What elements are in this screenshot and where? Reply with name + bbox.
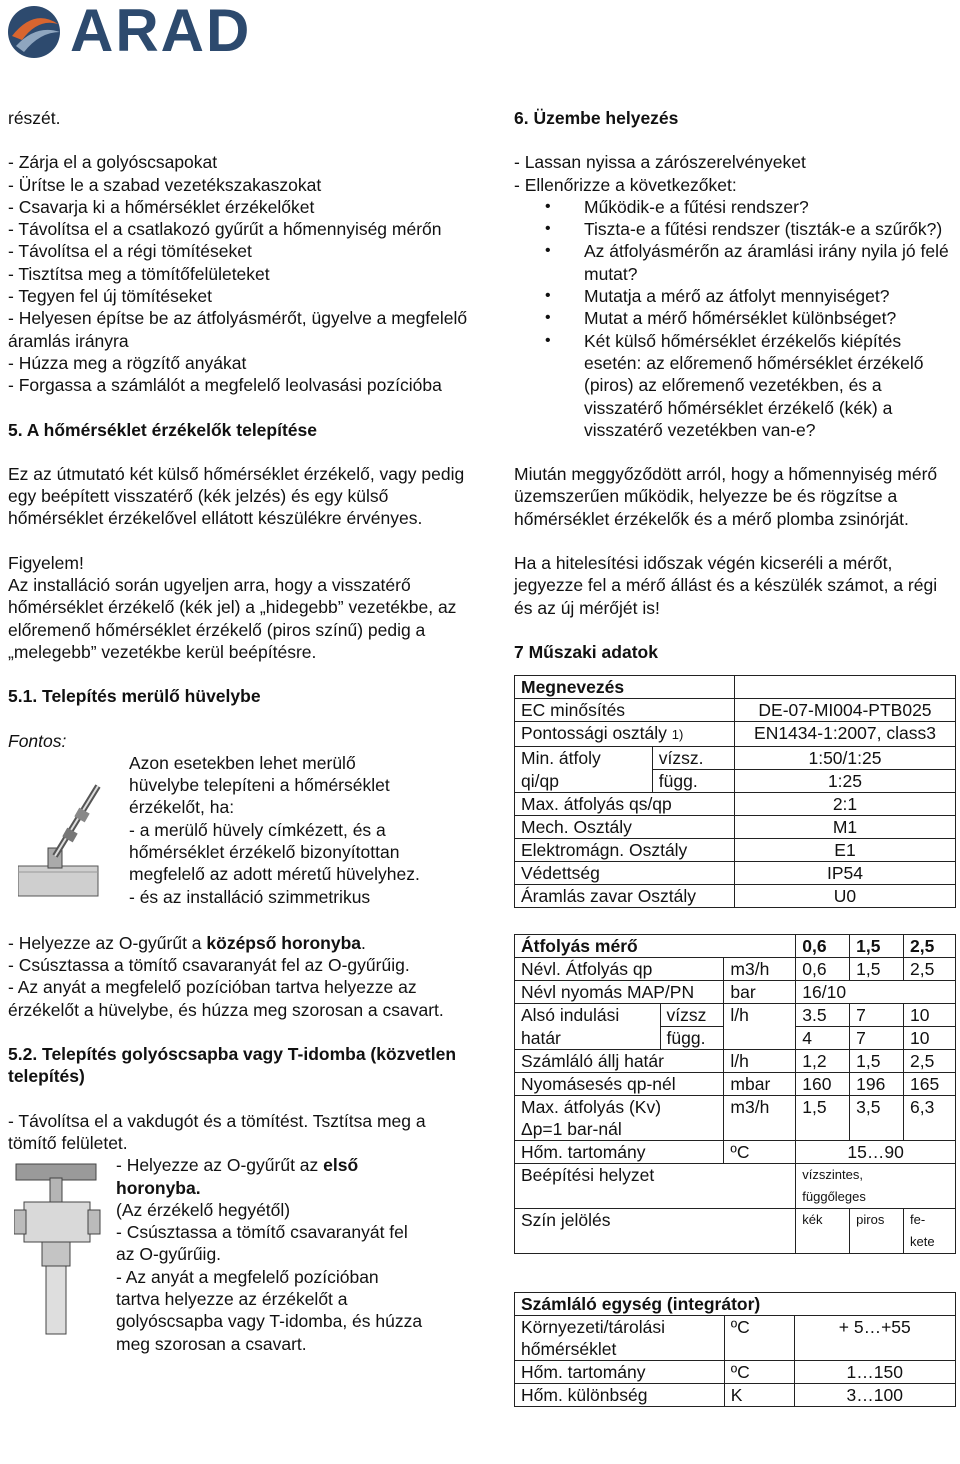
table-header: Számláló egység (integrátor) bbox=[515, 1293, 956, 1316]
s51-step-2: - Csúsztassa a tömítő csavaranyát fel az O-gyűrűig. bbox=[8, 955, 410, 976]
intro-text: részét. bbox=[8, 108, 61, 128]
cell: 1,5 bbox=[796, 1096, 850, 1119]
flowmeter-spec-table bbox=[514, 934, 956, 1254]
check-item: • Az átfolyásmérőn az áramlási irány nyila jó felé mutat? bbox=[514, 240, 960, 285]
cell: 4 bbox=[796, 1027, 850, 1050]
condition-line-4: - a merülő hüvely címkézett, és a bbox=[129, 819, 386, 840]
cell: 10 bbox=[904, 1027, 956, 1050]
cell: Pontossági osztály 1) bbox=[515, 722, 735, 747]
check-item: • Két külső hőmérséklet érzékelős kiépítés esetén: az előremenő hőmérséklet érzékelő (piros) az előremenő vezetékben, és a visszatérő hőmérséklet érzékelő (kék) a visszatérő vezetékben van-e? bbox=[514, 330, 960, 441]
step-2: - Ürítse le a szabad vezetékszakaszokat bbox=[8, 174, 322, 195]
cell: M1 bbox=[734, 816, 955, 839]
replacement-text: Ha a hitelesítési időszak végén kicseréli a mérőt, jegyezze fel a mérő állást és a készülék számot, a régi és az új mérőjét is! bbox=[514, 553, 938, 618]
cell: határ bbox=[515, 1027, 661, 1050]
condition-line-2: hüvelybe telepíteni a hőmérséklet bbox=[129, 775, 390, 796]
integrator-spec-table bbox=[514, 1292, 956, 1407]
cell: Alsó indulási bbox=[515, 1004, 661, 1027]
cell: vízszintes, függőleges bbox=[796, 1164, 956, 1209]
step-3: - Csavarja ki a hőmérséklet érzékelőket bbox=[8, 196, 315, 217]
cell: Beépítési helyzet bbox=[515, 1164, 796, 1209]
cell: 165 bbox=[904, 1073, 956, 1096]
cell: Környezeti/tárolási hőmérséklet bbox=[515, 1316, 725, 1361]
ball-valve-icon bbox=[14, 1158, 110, 1338]
cell: 10 bbox=[904, 1004, 956, 1027]
immersion-conditions bbox=[129, 752, 479, 908]
cell: Áramlás zavar Osztály bbox=[515, 885, 735, 908]
cell: piros bbox=[850, 1209, 904, 1254]
sensor-sleeve-icon bbox=[18, 782, 128, 902]
right-column bbox=[514, 107, 960, 1407]
cell: K bbox=[724, 1384, 794, 1407]
cell: 1:50/1:25 bbox=[734, 747, 955, 770]
s6-line-2: - Ellenőrizze a következőket: bbox=[514, 174, 737, 195]
cell: 3,5 bbox=[850, 1096, 904, 1119]
cell: DE-07-MI004-PTB025 bbox=[734, 699, 955, 722]
cell: Védettség bbox=[515, 862, 735, 885]
cell: ºC bbox=[724, 1141, 796, 1164]
cell: 1,2 bbox=[796, 1050, 850, 1073]
immersion-sleeve-figure bbox=[8, 752, 478, 932]
cell: m3/h bbox=[724, 1096, 796, 1119]
section-6-title: 6. Üzembe helyezés bbox=[514, 108, 679, 128]
cell: U0 bbox=[734, 885, 955, 908]
cell: Névl nyomás MAP/PN bbox=[515, 981, 724, 1004]
cell: 1,5 bbox=[850, 1050, 904, 1073]
check-item: • Tiszta-e a fűtési rendszer (tiszták-e a szűrők?) bbox=[514, 218, 960, 240]
cell: 1:25 bbox=[734, 770, 955, 793]
step-4: - Távolítsa el a csatlakozó gyűrűt a hőmennyiség mérőn bbox=[8, 219, 442, 240]
cell: 1,5 bbox=[850, 935, 904, 958]
step-6: - Tisztítsa meg a tömítőfelületeket bbox=[8, 263, 270, 284]
s52-text: - Távolítsa el a vakdugót és a tömítést. Tsztítsa meg a tömítő felületet. bbox=[8, 1110, 426, 1153]
cell: Szín jelölés bbox=[515, 1209, 796, 1254]
cell: Mech. Osztály bbox=[515, 816, 735, 839]
cell: 160 bbox=[796, 1073, 850, 1096]
step-7: - Tegyen fel új tömítéseket bbox=[8, 286, 212, 307]
condition-line-1: Azon esetekben lehet merülő bbox=[129, 752, 356, 773]
cell: Hőm. tartomány bbox=[515, 1361, 725, 1384]
cell: m3/h bbox=[724, 958, 796, 981]
bv-step-3c: golyóscsapba vagy T-idomba, és húzza bbox=[116, 1311, 423, 1332]
cell: ºC bbox=[724, 1361, 794, 1384]
cell: l/h bbox=[724, 1050, 796, 1073]
cell: qi/qp bbox=[515, 770, 653, 793]
left-column bbox=[8, 107, 478, 1354]
cell: 6,3 bbox=[904, 1096, 956, 1119]
s51-step-3: - Az anyát a megfelelő pozícióban tartva helyezze az érzékelőt a hüvelybe, és húzza meg szorosan a csavart. bbox=[8, 977, 444, 1020]
brand-logo bbox=[4, 2, 264, 62]
general-spec-table bbox=[514, 675, 956, 908]
bv-step-3: - Az anyát a megfelelő pozícióban bbox=[116, 1266, 379, 1287]
cell: mbar bbox=[724, 1073, 796, 1096]
cell: 0,6 bbox=[796, 935, 850, 958]
step-1: - Zárja el a golyóscsapokat bbox=[8, 152, 218, 173]
condition-line-6: megfelelő az adott méretű hüvelyhez. bbox=[129, 864, 420, 885]
cell: E1 bbox=[734, 839, 955, 862]
important-label: Fontos: bbox=[8, 730, 67, 751]
cell: 7 bbox=[850, 1027, 904, 1050]
bv-step-1c: (Az érzékelő hegyétől) bbox=[116, 1199, 291, 1220]
cell: 2,5 bbox=[904, 935, 956, 958]
cell: függ. bbox=[660, 1027, 724, 1050]
ball-valve-figure bbox=[8, 1154, 478, 1354]
warning-label: Figyelem! bbox=[8, 552, 84, 573]
cell: vízsz. bbox=[652, 747, 734, 770]
bv-step-2b: az O-gyűrűig. bbox=[116, 1244, 222, 1265]
step-10: - Forgassa a számlálót a megfelelő leolvasási pozícióba bbox=[8, 375, 442, 396]
table-header: Megnevezés bbox=[515, 676, 735, 699]
s6-line-1: - Lassan nyissa a zárószerelvényeket bbox=[514, 152, 806, 173]
cell: Névl. Átfolyás qp bbox=[515, 958, 724, 981]
cell: Számláló állj határ bbox=[515, 1050, 724, 1073]
cell: 0,6 bbox=[796, 958, 850, 981]
cell: 15…90 bbox=[796, 1141, 956, 1164]
cell: 2,5 bbox=[904, 958, 956, 981]
section-5-2-title: 5.2. Telepítés golyóscsapba vagy T-idomba (közvetlen telepítés) bbox=[8, 1044, 457, 1087]
cell: Max. átfolyás (Kv) bbox=[515, 1096, 724, 1119]
step-9: - Húzza meg a rögzítő anyákat bbox=[8, 352, 247, 373]
cell: 2:1 bbox=[734, 793, 955, 816]
cell: 196 bbox=[850, 1073, 904, 1096]
cell: 3.5 bbox=[796, 1004, 850, 1027]
check-list bbox=[514, 196, 960, 441]
cell: 7 bbox=[850, 1004, 904, 1027]
cell: EN1434-1:2007, class3 bbox=[734, 722, 955, 747]
cell: vízsz bbox=[660, 1004, 724, 1027]
bv-step-1b: horonyba. bbox=[116, 1177, 201, 1198]
section-5-text: Ez az útmutató két külső hőmérséklet érzékelő, vagy pedig egy beépített visszatérő (kék jelzés) és egy külső hőmérséklet érzékelővel ellátott készülékre érvényes. bbox=[8, 463, 465, 529]
cell: Min. átfoly bbox=[515, 747, 653, 770]
cell: 1,5 bbox=[850, 958, 904, 981]
cell: Elektromágn. Osztály bbox=[515, 839, 735, 862]
cell: EC minősítés bbox=[515, 699, 735, 722]
cell: 16/10 bbox=[796, 981, 956, 1004]
table-header: Átfolyás mérő bbox=[515, 935, 796, 958]
section-5-1-title: 5.1. Telepítés merülő hüvelybe bbox=[8, 686, 261, 707]
cell: bar bbox=[724, 981, 796, 1004]
warning-text: Az installáció során ugyeljen arra, hogy a visszatérő hőmérséklet érzékelő (kék jel) a „hidegebb” vezetékbe, az előremenő hőmérséklet érzékelő (piros színű) pedig a „melegebb” vezetékbe kerül beépítésre. bbox=[8, 575, 457, 662]
cell: l/h bbox=[724, 1004, 796, 1050]
cell: kék bbox=[796, 1209, 850, 1254]
bv-step-3b: tartva helyezze az érzékelőt a bbox=[116, 1288, 348, 1309]
cell: Δp=1 bar-nál bbox=[515, 1118, 724, 1141]
brand-name: ARAD bbox=[70, 0, 252, 64]
cell: ºC bbox=[724, 1316, 794, 1361]
cell: Nyomásesés qp-nél bbox=[515, 1073, 724, 1096]
check-item: • Mutat a mérő hőmérséklet különbséget? bbox=[514, 307, 960, 329]
s51-step-1: - Helyezze az O-gyűrűt a középső horonyba. bbox=[8, 932, 366, 953]
condition-line-3: érzékelőt, ha: bbox=[129, 797, 235, 818]
cell: 3…100 bbox=[794, 1384, 955, 1407]
cell: fe- kete bbox=[904, 1209, 956, 1254]
condition-line-7: - és az installáció szimmetrikus bbox=[129, 886, 371, 907]
bv-step-1: - Helyezze az O-gyűrűt az első bbox=[116, 1155, 359, 1176]
section-5-title: 5. A hőmérséklet érzékelők telepítése bbox=[8, 419, 317, 440]
arad-logo-icon bbox=[4, 2, 64, 62]
step-5: - Távolítsa el a régi tömítéseket bbox=[8, 241, 252, 262]
check-item: • Mutatja a mérő az átfolyt mennyiséget? bbox=[514, 285, 960, 307]
cell: IP54 bbox=[734, 862, 955, 885]
bv-step-3d: meg szorosan a csavart. bbox=[116, 1333, 307, 1354]
cell: Max. átfolyás qs/qp bbox=[515, 793, 735, 816]
cell: Hőm. különbség bbox=[515, 1384, 725, 1407]
condition-line-5: hőmérséklet érzékelő bizonyítottan bbox=[129, 842, 400, 863]
cell: függ. bbox=[652, 770, 734, 793]
check-item: • Működik-e a fűtési rendszer? bbox=[514, 196, 960, 218]
step-8: - Helyesen építse be az átfolyásmérőt, ügyelve a megfelelő áramlás irányra bbox=[8, 308, 468, 351]
cell: 1…150 bbox=[794, 1361, 955, 1384]
section-7-title: 7 Műszaki adatok bbox=[514, 641, 658, 662]
ball-valve-steps bbox=[116, 1154, 478, 1355]
cell: + 5…+55 bbox=[794, 1316, 955, 1361]
bv-step-2: - Csúsztassa a tömítő csavaranyát fel bbox=[116, 1222, 408, 1243]
cell: Hőm. tartomány bbox=[515, 1141, 724, 1164]
commissioning-text: Miután meggyőződött arról, hogy a hőmennyiség mérő üzemszerűen működik, helyezze be és rögzítse a hőmérséklet érzékelők és a mérő plomba zsinórját. bbox=[514, 464, 938, 529]
cell: 2,5 bbox=[904, 1050, 956, 1073]
